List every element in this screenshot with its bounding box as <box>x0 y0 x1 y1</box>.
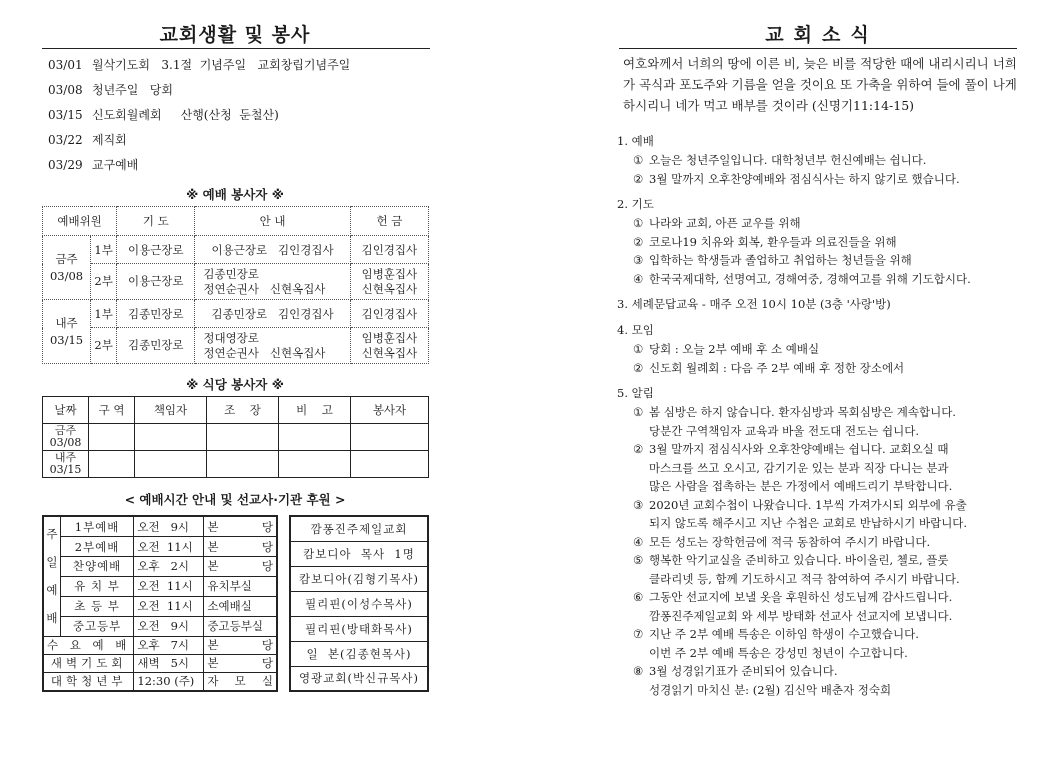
offering-person: 김인경집사 <box>350 236 428 264</box>
table-row <box>43 672 277 691</box>
schedule-area <box>42 515 430 692</box>
service-time: 새벽 5시 <box>134 654 204 672</box>
item-text-line: 한국국제대학, 선명여고, 경해여중, 경해여고를 위해 기도합시다. <box>649 271 971 286</box>
service-place: 본 당 <box>204 516 277 537</box>
event-text: 청년주일 당회 <box>92 83 173 97</box>
event-date: 03/29 <box>48 158 83 172</box>
page-title: 교회소식 <box>765 24 879 46</box>
table-row <box>43 616 277 636</box>
label-char: 주 <box>46 527 58 542</box>
item-number: ⑤ <box>633 553 644 567</box>
table-row <box>43 236 429 264</box>
mission-item: 캄보디아 목사 1명 <box>290 541 428 566</box>
news-section-heading: 1. 예배 <box>617 134 654 148</box>
event-date: 03/08 <box>48 83 83 97</box>
service-name: 유 치 부 <box>60 576 134 596</box>
service-time: 오후 2시 <box>134 556 204 576</box>
title-divider <box>42 48 430 49</box>
worship-servers-table <box>42 206 429 364</box>
week-date: 03/15 <box>49 332 84 347</box>
event-date: 03/22 <box>48 133 83 147</box>
guide-person: 이용근장로 <box>211 242 268 257</box>
item-text-line: 그동안 선교지에 보낼 옷을 후원하신 성도님께 감사드립니다. <box>649 590 953 604</box>
week-name: 내주 <box>55 315 78 330</box>
table-row <box>43 537 277 557</box>
item-text-line: 코로나19 치유와 회복, 환우들과 의료진들을 위해 <box>649 234 897 249</box>
service-name: 새벽기도회 <box>43 654 134 672</box>
table-row <box>290 616 428 641</box>
news-section-heading: 5. 알림 <box>617 386 654 400</box>
header-note: 비 고 <box>279 397 351 424</box>
table-row <box>43 556 277 576</box>
week-label <box>43 451 89 478</box>
news-item <box>617 233 1017 252</box>
table-header-row <box>43 207 429 236</box>
item-number: ② <box>633 171 644 186</box>
label-char: 일 <box>46 555 58 570</box>
item-number: ④ <box>633 534 644 549</box>
news-section-heading: 2. 기도 <box>617 197 654 211</box>
week-label <box>43 236 91 300</box>
item-number: ② <box>633 234 644 249</box>
item-number: ① <box>633 405 644 419</box>
item-text-line: 마스크를 쓰고 오시고, 감기기운 있는 분과 직장 다니는 분과 <box>649 460 949 475</box>
zone-cell <box>89 451 135 478</box>
guide-persons <box>195 300 350 328</box>
news-item <box>617 214 1017 233</box>
guide-person: 김종민장로 <box>211 306 268 321</box>
guide-person: 정연순권사 <box>203 281 259 296</box>
guide-person: 신현옥집사 <box>269 345 326 360</box>
leader-cell <box>135 424 207 451</box>
note-cell <box>279 451 351 478</box>
guide-persons <box>195 236 350 264</box>
service-time: 오후 7시 <box>134 636 204 654</box>
item-text-line: 모든 성도는 장학헌금에 적극 동참하여 주시기 바랍니다. <box>649 534 931 549</box>
scripture-verse: 여호와께서 너희의 땅에 이른 비, 늦은 비를 적당한 때에 내리시리니 너희가 곡식과 포도주와 기름을 얻을 것이요 또 가축을 위하여 들에 풀이 나게 하시리니 네가 먹고 배부를 것이라 (신명기11:14-15) <box>623 56 1017 113</box>
item-text-line: 오늘은 청년주일입니다. 대학청년부 헌신예배는 쉽니다. <box>649 153 927 167</box>
guide-person: 김인경집사 <box>278 306 334 321</box>
table-row <box>290 591 428 616</box>
table-row <box>290 641 428 666</box>
service-place: 본 당 <box>204 556 277 576</box>
service-name: 수 요 예 배 <box>43 636 134 654</box>
table-row <box>43 576 277 596</box>
news-item <box>617 403 1017 440</box>
header-leader: 예배위원 <box>43 207 117 236</box>
offering-person: 김인경집사 <box>350 300 428 328</box>
header-prayer: 기 도 <box>117 207 195 236</box>
news-item <box>617 170 1017 189</box>
week-date: 03/08 <box>49 436 82 449</box>
header-servers: 봉사자 <box>351 397 429 424</box>
week-name: 금주 <box>54 424 77 437</box>
item-number: ② <box>633 360 644 375</box>
note-cell <box>279 424 351 451</box>
week-label <box>43 300 91 364</box>
mission-item: 필리핀(방태화목사) <box>290 616 428 641</box>
event-text: 신도회월례회 산행(산청 둔철산) <box>92 108 279 122</box>
item-text-line: 클라리넷 등, 함께 기도하시고 적극 참여하여 주시기 바랍니다. <box>649 571 960 586</box>
header-date: 날짜 <box>43 397 89 424</box>
sunday-worship-label <box>43 516 60 636</box>
table-row <box>43 654 277 672</box>
guide-person: 정대영장로 <box>203 330 259 345</box>
item-text-line: 신도회 월례회 : 다음 주 2부 예배 후 정한 장소에서 <box>649 360 905 375</box>
week-label <box>43 424 89 451</box>
service-time: 오전 11시 <box>134 596 204 616</box>
mission-item: 영광교회(박신규목사) <box>290 666 428 691</box>
table-row <box>43 596 277 616</box>
service-name: 찬양예배 <box>60 556 134 576</box>
event-text: 월삭기도회 3.1절 기념주일 교회창립기념주일 <box>92 58 351 72</box>
item-text-line: 이번 주 2부 예배 특송은 강성민 청년이 수고합니다. <box>649 645 908 660</box>
service-name: 대학청년부 <box>43 672 134 691</box>
worship-schedule-table <box>42 515 278 692</box>
table-row <box>290 541 428 566</box>
news-item <box>617 588 1017 625</box>
table-row <box>43 516 277 537</box>
service-time: 오전 11시 <box>134 537 204 557</box>
page-title: 교회생활 및 봉사 <box>159 24 311 46</box>
guide-person: 신현옥집사 <box>269 281 326 296</box>
table-row <box>43 328 429 364</box>
week-date: 03/08 <box>49 268 84 283</box>
right-page <box>617 0 1017 705</box>
item-text-line: 되지 않도록 해주시고 지난 수첩은 교회로 반납하시기 바랍니다. <box>649 516 968 530</box>
service-name: 초 등 부 <box>60 596 134 616</box>
week-name: 내주 <box>54 451 77 464</box>
header-zone: 구 역 <box>89 397 135 424</box>
item-text-line: 깜퐁진주제일교회 와 세부 방태화 선교사 선교지에 보냅니다. <box>649 608 953 623</box>
event-item <box>40 128 430 153</box>
service-part: 1부 <box>91 300 117 328</box>
item-number: ⑧ <box>633 664 644 678</box>
zone-cell <box>89 424 135 451</box>
service-time: 12:30 (주) <box>134 672 204 691</box>
item-text-line: 봄 심방은 하지 않습니다. 환자심방과 목회심방은 계속합니다. <box>649 405 956 419</box>
event-item <box>40 153 430 178</box>
service-part: 2부 <box>91 328 117 364</box>
table-header-row <box>43 397 429 424</box>
prayer-person: 김종민장로 <box>117 328 195 364</box>
leader-cell <box>135 451 207 478</box>
mission-item: 필리핀(이성수목사) <box>290 591 428 616</box>
item-number: ⑦ <box>633 627 644 641</box>
news-item <box>617 151 1017 170</box>
header-guide: 안 내 <box>195 207 350 236</box>
dining-servers-table <box>42 396 429 478</box>
service-place: 중고등부실 <box>204 616 277 636</box>
service-place: 본 당 <box>204 654 277 672</box>
header-team-head: 조 장 <box>207 397 279 424</box>
week-date: 03/15 <box>49 463 82 476</box>
mission-support-table <box>289 515 429 692</box>
item-text-line: 지난 주 2부 예배 특송은 이하임 학생이 수고했습니다. <box>649 627 919 641</box>
news-item <box>617 533 1017 552</box>
schedule-caption: < 예배시간 안내 및 선교사·기관 후원 > <box>124 492 346 507</box>
item-number: ③ <box>633 253 644 267</box>
news-item <box>617 551 1017 588</box>
item-text-line: 당회 : 오늘 2부 예배 후 소 예배실 <box>649 342 820 356</box>
offering-person: 신현옥집사 <box>361 345 418 360</box>
item-text-line: 행복한 악기교실을 준비하고 있습니다. 바이올린, 첼로, 플룻 <box>649 553 949 567</box>
guide-person: 정연순권사 <box>203 345 259 360</box>
table-row <box>43 300 429 328</box>
event-list <box>40 53 430 178</box>
news-item <box>617 270 1017 289</box>
label-char: 예 <box>46 583 58 598</box>
service-name: 1부예배 <box>60 516 134 537</box>
offering-person: 신현옥집사 <box>361 281 418 296</box>
item-number: ① <box>633 342 644 356</box>
item-number: ① <box>633 153 644 167</box>
item-text-line: 당분간 구역책임자 교육과 바울 전도대 전도는 쉽니다. <box>649 423 919 438</box>
item-text-line: 2020년 교회수첩이 나왔습니다. 1부씩 가져가시되 외부에 유출 <box>649 497 967 512</box>
service-part: 1부 <box>91 236 117 264</box>
news-item <box>617 440 1017 496</box>
service-place: 소예배실 <box>204 596 277 616</box>
guide-person: 김종민장로 <box>203 266 259 281</box>
news-item <box>617 340 1017 359</box>
team-head-cell <box>207 424 279 451</box>
table-row <box>290 666 428 691</box>
item-number: ⑥ <box>633 590 644 604</box>
item-text-line: 많은 사람을 접촉하는 분은 가정에서 예배드리기 부탁합니다. <box>649 479 953 493</box>
service-place: 자 모 실 <box>204 672 277 691</box>
worship-servers-caption: ※ 예배 봉사자 ※ <box>186 187 284 202</box>
table-row <box>43 424 429 451</box>
item-text-line: 3월 말까지 오후찬양예배와 점심식사는 하지 않기로 했습니다. <box>649 171 960 186</box>
guide-persons <box>195 264 350 300</box>
event-item <box>40 53 430 78</box>
item-text-line: 3월 성경읽기표가 준비되어 있습니다. <box>649 664 838 678</box>
item-number: ④ <box>633 271 644 286</box>
service-place: 본 당 <box>204 636 277 654</box>
servers-cell <box>351 451 429 478</box>
item-number: ③ <box>633 497 644 512</box>
event-item <box>40 103 430 128</box>
header-offering: 헌 금 <box>350 207 428 236</box>
offering-person: 임병훈집사 <box>361 330 418 345</box>
table-row <box>43 451 429 478</box>
item-text-line: 성경읽기 마치신 분: (2월) 김신악 배춘자 정숙희 <box>649 682 892 697</box>
news-item <box>617 625 1017 662</box>
service-name: 중고등부 <box>60 616 134 636</box>
prayer-person: 이용근장로 <box>117 264 195 300</box>
guide-person: 김인경집사 <box>278 242 334 257</box>
item-number: ② <box>633 442 644 456</box>
news-item <box>617 251 1017 270</box>
header-leader: 책임자 <box>135 397 207 424</box>
news-section-heading: 3. 세례문답교육 - 매주 오전 10시 10분 (3층 '사랑'방) <box>617 297 891 311</box>
table-row <box>290 516 428 541</box>
service-name: 2부예배 <box>60 537 134 557</box>
news-section-heading: 4. 모임 <box>617 323 654 337</box>
section-gap <box>617 699 1017 705</box>
event-item <box>40 78 430 103</box>
service-part: 2부 <box>91 264 117 300</box>
news-item <box>617 496 1017 533</box>
prayer-person: 김종민장로 <box>117 300 195 328</box>
offering-persons <box>350 328 428 364</box>
item-number: ① <box>633 216 644 230</box>
mission-item: 일 본(김종현목사) <box>290 641 428 666</box>
mission-item: 캄보디아(김형기목사) <box>290 566 428 591</box>
prayer-person: 이용근장로 <box>117 236 195 264</box>
dining-servers-caption: ※ 식당 봉사자 ※ <box>186 377 284 392</box>
label-char: 배 <box>46 611 58 626</box>
item-text-line: 3월 말까지 점심식사와 오후찬양예배는 쉽니다. 교회오실 때 <box>649 442 949 456</box>
left-page <box>40 0 430 692</box>
mission-item: 깜퐁진주제일교회 <box>290 516 428 541</box>
event-date: 03/01 <box>48 58 83 72</box>
service-time: 오전 9시 <box>134 616 204 636</box>
offering-person: 임병훈집사 <box>361 266 418 281</box>
service-time: 오전 11시 <box>134 576 204 596</box>
event-text: 교구예배 <box>92 158 139 172</box>
news-item <box>617 662 1017 699</box>
event-date: 03/15 <box>48 108 83 122</box>
servers-cell <box>351 424 429 451</box>
news-list <box>617 131 1017 705</box>
item-text-line: 입학하는 학생들과 졸업하고 취업하는 청년들을 위해 <box>649 253 912 267</box>
service-place: 유치부실 <box>204 576 277 596</box>
table-row <box>43 636 277 654</box>
week-name: 금주 <box>55 251 78 266</box>
team-head-cell <box>207 451 279 478</box>
table-row <box>290 566 428 591</box>
item-text-line: 나라와 교회, 아픈 교우를 위해 <box>649 216 801 230</box>
service-time: 오전 9시 <box>134 516 204 537</box>
news-item <box>617 359 1017 378</box>
service-place: 본 당 <box>204 537 277 557</box>
offering-persons <box>350 264 428 300</box>
table-row <box>43 264 429 300</box>
guide-persons <box>195 328 350 364</box>
event-text: 제직회 <box>92 133 127 147</box>
